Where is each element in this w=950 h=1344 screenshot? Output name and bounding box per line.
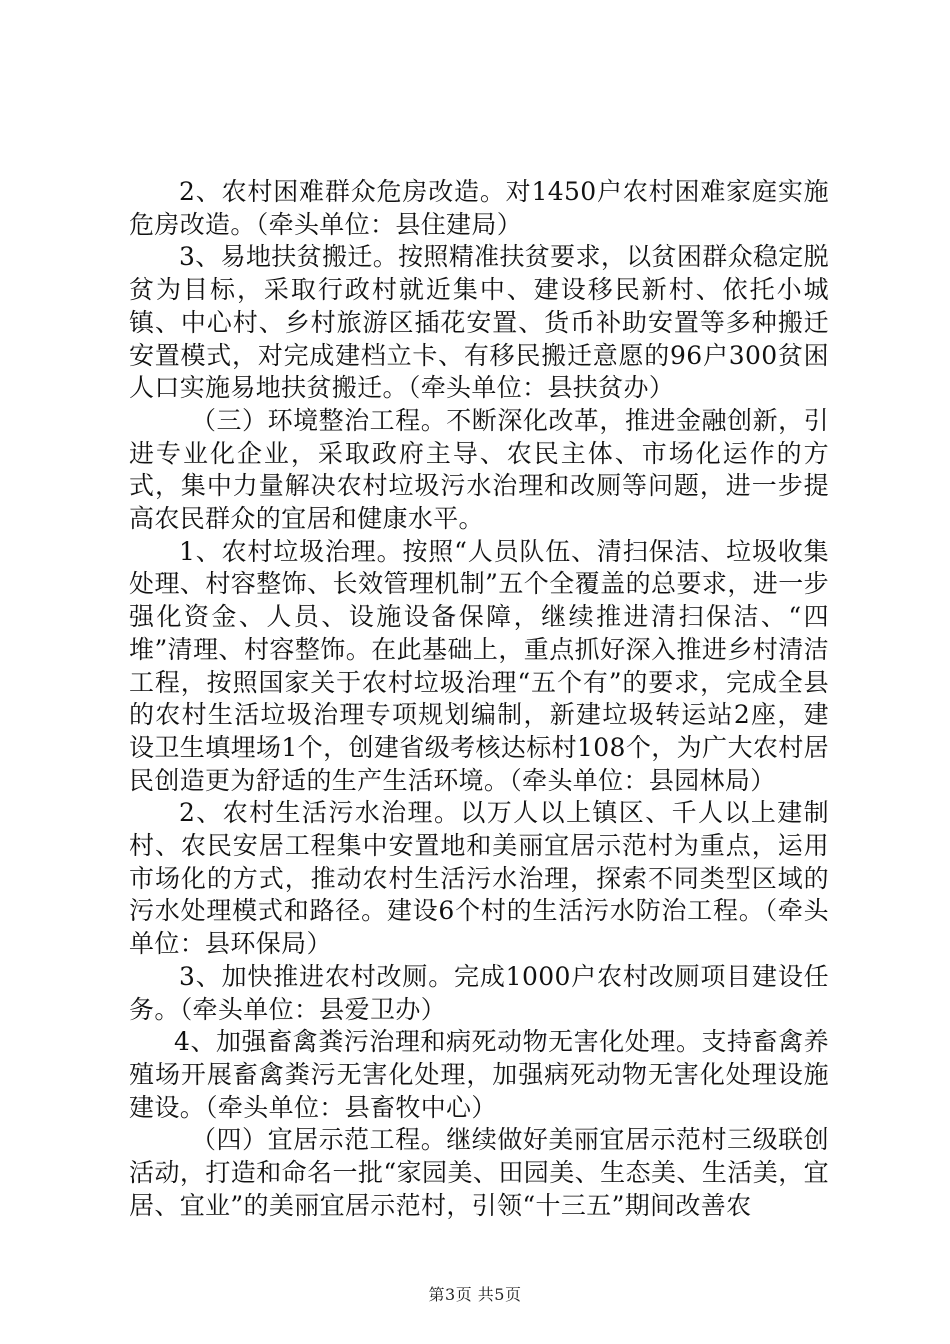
paragraph-livable-demo-section: （四）宜居示范工程。继续做好美丽宜居示范村三级联创活动，打造和命名一批“家园美、田园美、生态美、生活美，宜居、宜业”的美丽宜居示范村，引领“十三五”期间改善农 xyxy=(129,1125,829,1220)
paragraph-livestock-waste: 4、加强畜禽粪污治理和病死动物无害化处理。支持畜禽养殖场开展畜禽粪污无害化处理，加强病死动物无害化处理设施建设。（牵头单位：县畜牧中心） xyxy=(129,1027,829,1122)
paragraph-relocation: 3、易地扶贫搬迁。按照精准扶贫要求，以贫困群众稳定脱贫为目标，采取行政村就近集中、建设移民新村、依托小城镇、中心村、乡村旅游区插花安置、货币补助安置等多种搬迁安置模式，对完成建档立卡、有移民搬迁意愿的96户300贫困人口实施易地扶贫搬迁。（牵头单位：县扶贫办） xyxy=(129,242,830,403)
paragraph-toilet-reform: 3、加快推进农村改厕。完成1000户农村改厕项目建设任务。（牵头单位：县爱卫办） xyxy=(129,961,829,1024)
document-body xyxy=(129,176,829,1223)
paragraph-sewage-treatment: 2、农村生活污水治理。以万人以上镇区、千人以上建制村、农民安居工程集中安置地和美丽宜居示范村为重点，运用市场化的方式，推动农村生活污水治理，探索不同类型区域的污水处理模式和路径。建设6个村的生活污水防治工程。（牵头单位：县环保局） xyxy=(129,798,829,959)
paragraph-environment-section: （三）环境整治工程。不断深化改革，推进金融创新，引进专业化企业，采取政府主导、农民主体、市场化运作的方式，集中力量解决农村垃圾污水治理和改厕等问题，进一步提高农民群众的宜居和健康水平。 xyxy=(129,405,829,534)
paragraph-rural-housing: 2、农村困难群众危房改造。对1450户农村困难家庭实施危房改造。（牵头单位：县住建局） xyxy=(129,177,829,239)
paragraph-garbage-treatment: 1、农村垃圾治理。按照“人员队伍、清扫保洁、垃圾收集处理、村容整饰、长效管理机制”五个全覆盖的总要求，进一步强化资金、人员、设施设备保障，继续推进清扫保洁、“四堆”清理、村容整饰。在此基础上，重点抓好深入推进乡村清洁工程，按照国家关于农村垃圾治理“五个有”的要求，完成全县的农村生活垃圾治理专项规划编制，新建垃圾转运站2座，建设卫生填埋场1个，创建省级考核达标村108个，为广大农村居民创造更为舒适的生产生活环境。（牵头单位：县园林局） xyxy=(129,536,829,795)
page-number-footer: 第3页 共5页 xyxy=(428,1285,522,1304)
